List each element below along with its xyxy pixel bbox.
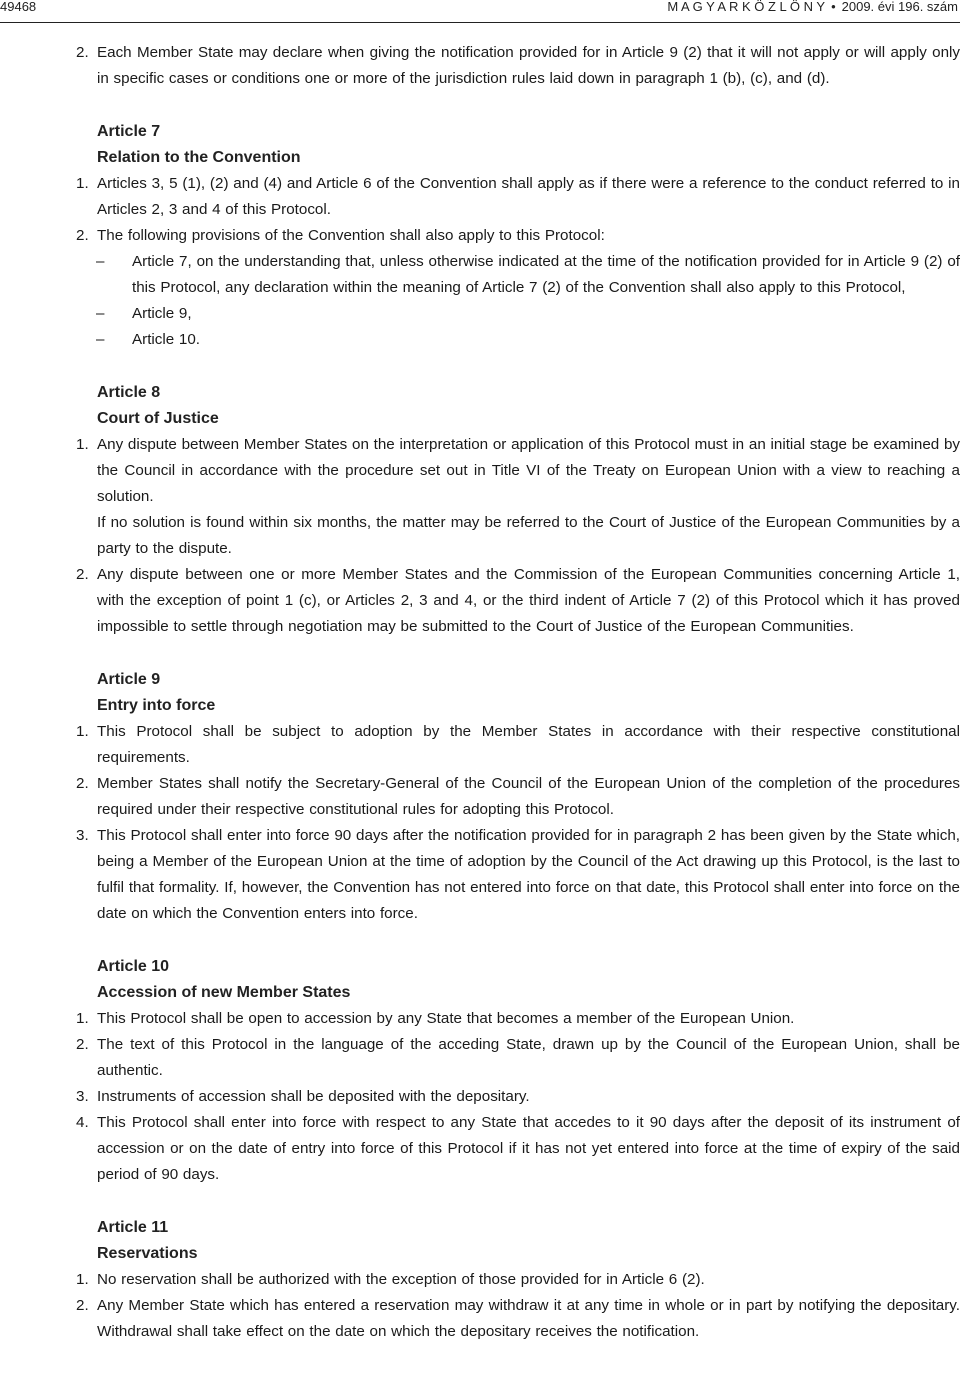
article-7-indent-3 [0, 327, 960, 353]
paragraph-number: 1. [76, 175, 89, 192]
article-9-title: Article 9 [97, 671, 161, 688]
paragraph-text: This Protocol shall enter into force with respect to any State that accedes to it 90 days after the deposit of its instrument of accession or on the date of entry into force of this Protocol if it has not yet entered into force at the time of expiry of the said period of 90 days. [97, 1114, 960, 1183]
paragraph-text: The text of this Protocol in the language of the acceding State, drawn up by the Council of the European Union, shall be authentic. [97, 1036, 960, 1079]
paragraph-number: 1. [76, 436, 89, 453]
dash-mark: – [96, 305, 105, 322]
indent-text: Article 10. [132, 331, 201, 348]
article-9-paragraph-2 [0, 771, 960, 823]
article-8-subtitle: Court of Justice [97, 410, 219, 427]
page-header [0, 0, 960, 23]
article-8-title: Article 8 [97, 384, 161, 401]
article-10-paragraph-1 [0, 1006, 960, 1032]
article-9-paragraph-1 [0, 719, 960, 771]
paragraph-text: Any dispute between Member States on the interpretation or application of this Protocol must in an initial stage be examined by the Council in accordance with the procedure set out in Title VI of the Treaty on European Union with a view to reaching a solution. [97, 436, 960, 505]
paragraph-number: 3. [76, 1088, 89, 1105]
paragraph-text: Each Member State may declare when giving the notification provided for in Article 9 (2) that it will not apply or will apply only in specific cases or conditions one or more of the jurisdiction rules laid down in paragraph 1 (b), (c), and (d). [97, 44, 960, 87]
article-7-indent-2 [0, 301, 960, 327]
journal-title [667, 0, 958, 14]
page-number: 49468 [0, 0, 37, 14]
paragraph-number: 2. [76, 566, 89, 583]
paragraph-text: This Protocol shall be open to accession by any State that becomes a member of the European Union. [97, 1010, 795, 1027]
paragraph-text: Any dispute between one or more Member States and the Commission of the European Communities concerning Article 1, with the exception of point 1 (c), or Articles 2, 3 and 4, or the third indent of Article 7 (2) of this Protocol which it has proved impossible to settle through negotiation may be submitted to the Court of Justice of the European Communities. [97, 566, 960, 635]
article-11-subtitle: Reservations [97, 1245, 198, 1262]
issue-label: 2009. évi 196. szám [841, 0, 958, 14]
dash-mark: – [96, 331, 105, 348]
paragraph-text: This Protocol shall be subject to adoption by the Member States in accordance with their respective constitutional requirements. [97, 723, 960, 766]
paragraph-text: Member States shall notify the Secretary-General of the Council of the European Union of the completion of the procedures required under their respective constitutional rules for adopting this Protocol. [97, 775, 960, 818]
article-9-paragraph-3 [0, 823, 960, 927]
paragraph-number: 2. [76, 775, 89, 792]
article-10-paragraph-2 [0, 1032, 960, 1084]
intro-paragraph [0, 40, 960, 92]
article-7-indent-1 [0, 249, 960, 301]
indent-text: Article 9, [132, 305, 192, 322]
article-8-paragraph-1-continued: If no solution is found within six months, the matter may be referred to the Court of Justice of the European Communities by a party to the dispute. [97, 514, 960, 557]
journal-name: M A G Y A R K Ö Z L Ö N Y [667, 0, 826, 14]
bullet-separator: • [831, 0, 836, 14]
paragraph-number: 4. [76, 1114, 89, 1131]
article-11-paragraph-1 [0, 1267, 960, 1293]
article-10-paragraph-3 [0, 1084, 960, 1110]
paragraph-text: The following provisions of the Convention shall also apply to this Protocol: [97, 227, 605, 244]
paragraph-number: 3. [76, 827, 89, 844]
paragraph-text: Articles 3, 5 (1), (2) and (4) and Article 6 of the Convention shall apply as if there were a reference to the conduct referred to in Articles 2, 3 and 4 of this Protocol. [97, 175, 960, 218]
paragraph-text: No reservation shall be authorized with the exception of those provided for in Article 6 (2). [97, 1271, 705, 1288]
indent-text: Article 7, on the understanding that, unless otherwise indicated at the time of the notification provided for in Article 9 (2) of this Protocol, any declaration within the meaning of Article 7 (2) of the Convention shall also apply to this Protocol, [132, 253, 960, 296]
paragraph-number: 2. [76, 227, 89, 244]
article-9-subtitle: Entry into force [97, 697, 216, 714]
article-7-paragraph-1 [0, 171, 960, 223]
paragraph-text: Instruments of accession shall be deposited with the depositary. [97, 1088, 530, 1105]
document-body [0, 40, 960, 1345]
paragraph-number: 2. [76, 44, 89, 61]
article-10-subtitle: Accession of new Member States [97, 984, 351, 1001]
article-7-paragraph-2 [0, 223, 960, 249]
paragraph-number: 2. [76, 1036, 89, 1053]
paragraph-number: 1. [76, 723, 89, 740]
paragraph-number: 1. [76, 1010, 89, 1027]
article-8-paragraph-1 [0, 432, 960, 510]
paragraph-text: Any Member State which has entered a reservation may withdraw it at any time in whole or in part by notifying the depositary. Withdrawal shall take effect on the date on which the depositary receives the notification. [97, 1297, 960, 1340]
paragraph-number: 1. [76, 1271, 89, 1288]
article-7-title: Article 7 [97, 123, 161, 140]
article-7-subtitle: Relation to the Convention [97, 149, 301, 166]
article-10-title: Article 10 [97, 958, 170, 975]
article-8-paragraph-2 [0, 562, 960, 640]
paragraph-text: This Protocol shall enter into force 90 days after the notification provided for in paragraph 2 has been given by the State which, being a Member of the European Union at the time of adoption by the Council of the Act drawing up this Protocol, is the last to fulfil that formality. If, however, the Convention has not entered into force on that date, this Protocol shall enter into force on the date on which the Convention enters into force. [97, 827, 960, 922]
paragraph-number: 2. [76, 1297, 89, 1314]
dash-mark: – [96, 253, 105, 270]
article-10-paragraph-4 [0, 1110, 960, 1188]
article-11-paragraph-2 [0, 1293, 960, 1345]
article-11-title: Article 11 [97, 1219, 169, 1236]
